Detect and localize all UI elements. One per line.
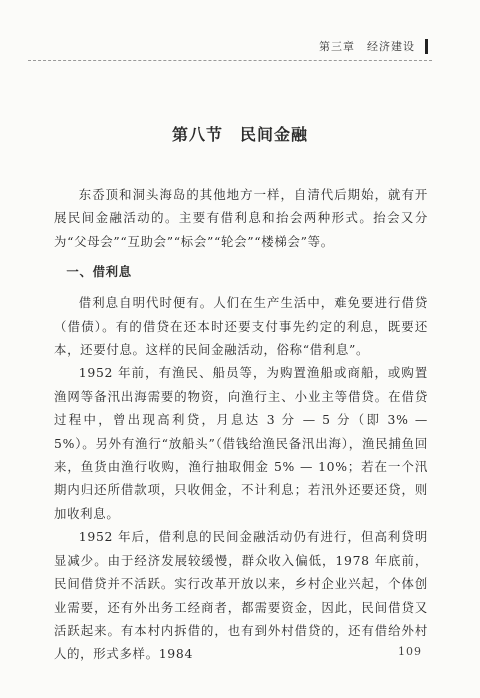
paragraph: 借利息自明代时便有。人们在生产生活中，难免要进行借贷（借债）。有的借贷在还本时还要支付事先约定的利息，既要还本，还要付息。这样的民间金融活动，俗称“借利息”。 (54, 295, 428, 358)
page-number: 109 (398, 645, 422, 658)
paragraph: 1952 年前，有渔民、船员等，为购置渔船或商船，或购置渔网等备汛出海需要的物资，向渔行主、小业主等借贷。在借贷过程中，曾出现高利贷，月息达 3 分 — 5 分（即 3% — 5%）。另外有渔行“放船头”（借钱给渔民备汛出海），渔民捕鱼回来，鱼货由渔行收购，渔行抽取佣金 5% — 10%；若在一个汛期内归还所借款项，只收佣金，不计利息；若汛外还要还贷，则加收利息。 (54, 365, 428, 521)
running-head-bar (425, 39, 428, 54)
header-rule (28, 60, 432, 61)
intro-paragraph: 东岙顶和洞头海岛的其他地方一样，自清代后期始，就有开展民间金融活动的。主要有借利息和抬会两种形式。抬会又分为“父母会”“互助会”“标会”“轮会”“楼梯会”等。 (54, 187, 428, 249)
running-head (319, 38, 428, 54)
body-text (54, 183, 428, 666)
subsection-heading: 一、借利息 (66, 264, 132, 280)
running-head-text: 第三章 经济建设 (319, 40, 415, 53)
paragraph: 1952 年后，借利息的民间金融活动仍有进行，但高利贷明显减少。由于经济发展较缓慢，群众收入偏低，1978 年底前，民间借贷并不活跃。实行改革开放以来，乡村企业兴起，个体创业需要，还有外出务工经商者，都需要资金，因此，民间借贷又活跃起来。有本村内拆借的，也有到外村借贷的，还有借给外村人的，形式多样。1984 (54, 529, 428, 662)
section-title: 第八节 民间金融 (171, 125, 308, 144)
